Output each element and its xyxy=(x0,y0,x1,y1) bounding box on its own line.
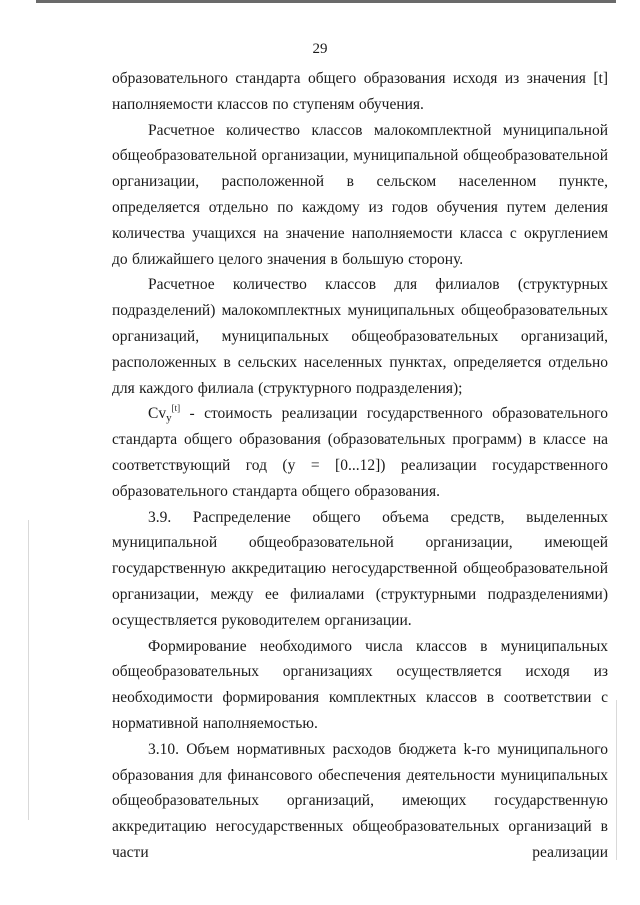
paragraph-class-count-rural: Расчетное количество классов малокомплектной муниципальной общеобразовательной организации, муниципальной общеобразовательной организации, расположенной в сельском населенном пункте, определяется отдельно по каждому из годов обучения путем деления количества учащихся на значение наполняемости класса с округлением до ближайшего целого значения в большую сторону. xyxy=(112,121,608,268)
cost-symbol: $Cv_y[t]$ xyxy=(148,403,181,425)
paragraph-section-3-9: 3.9. Распределение общего объема средств, выделенных муниципальной общеобразовательной организации, имеющей государственную аккредитацию негосударственной общеобразовательной организации, между ее филиалами (структурными подразделениями) осуществляется руководителем организации. xyxy=(112,508,608,629)
scan-edge-artifact xyxy=(28,520,29,820)
paragraph-class-formation: Формирование необходимого числа классов в муниципальных общеобразовательных организациях осуществляется исходя из необходимости формирования комплектных классов в соответствии с нормативной наполняемостью. xyxy=(112,637,608,732)
document-body xyxy=(112,66,608,866)
page-number: 29 xyxy=(312,41,328,57)
paragraph-cost-definition xyxy=(112,401,608,504)
cost-definition-text: - стоимость реализации государственного образовательного стандарта общего образования (образовательных программ) в классе на соответствующий год (y = [0...12]) реализации государственного образовательного стандарта общего образования. xyxy=(112,405,608,500)
paragraph-continuation: образовательного стандарта общего образования исходя из значения [t] наполняемости классов по ступеням обучения. xyxy=(112,70,608,113)
paragraph-section-3-10: 3.10. Объем нормативных расходов бюджета k-го муниципального образования для финансового обеспечения деятельности муниципальных общеобразовательных организаций, имеющих государственную аккредитацию негосударственных общеобразовательных организаций в части реализации xyxy=(112,740,608,861)
scan-edge-artifact xyxy=(616,700,617,860)
scan-top-border xyxy=(36,0,616,3)
paragraph-class-count-branches: Расчетное количество классов для филиалов (структурных подразделений) малокомплектных муниципальных общеобразовательных организаций, муниципальных общеобразовательных организаций, расположенных в сельских населенных пунктах, определяется отдельно для каждого филиала (структурного подразделения); xyxy=(112,276,608,397)
